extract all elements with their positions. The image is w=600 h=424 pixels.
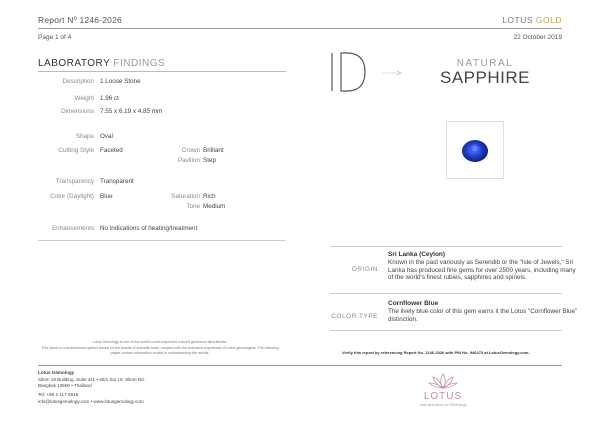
verify-line: Verify this report by referencing Report No. 1246-2026 with PIN No. 946473 at LotusGemology.com. [342,350,530,355]
section-title [38,58,165,69]
contact-links: info@lotusgemology.com • www.lotusgemology.com [38,399,144,404]
shape-value: Oval [100,133,113,140]
dimensions-label: Dimensions [61,108,94,115]
arrow-icon [382,70,402,76]
report-date: 22 October 2019 [513,34,562,41]
description-value: 1 Loose Stone [100,78,141,85]
origin-top-rule [330,246,562,247]
id-mark-icon [329,50,367,94]
species-title: SAPPHIRE [440,68,530,87]
crown-value: Brilliant [203,147,224,154]
saturation-label: Saturation [171,193,200,200]
footer-logo-text: LOTUS [423,391,463,402]
brand-logo-text [502,15,562,25]
lotus-flower-icon [428,372,458,390]
color-type-bottom-rule [330,330,562,331]
address-line-2: Bangkok 10500 • Thailand [38,383,92,388]
origin-text: Known in the past variously as Serendib or the "Isle of Jewels," Sri Lanka has produced fine gems for over 2500 years, including many of the world's finest rubies, sapphires and spinels. [388,259,576,282]
cutting-style-label: Cutting Style [58,147,94,154]
natural-label: NATURAL [456,58,514,69]
color-type-heading: Cornflower Blue [388,300,439,307]
phone: Tel: +66 2 117 3616 [38,392,79,397]
weight-value: 1.96 ct [100,95,119,102]
transparency-value: Transparent [100,178,134,185]
color-value: Blue [100,193,113,200]
footer-logo-tagline: new directions in GEMology [419,403,467,407]
sapphire-gem-icon [447,122,503,178]
tone-label: Tone [186,203,200,210]
enhancements-value: No indications of heating/treatment [100,225,198,232]
section-title-bold: LABORATORY [38,58,111,69]
transparency-label: Transparency [55,178,94,185]
description-label: Description [62,78,94,85]
dimensions-value: 7.55 x 6.19 x 4.85 mm [100,108,163,115]
findings-bottom-rule [38,240,286,241]
company-name: Lotus Gemology [38,370,75,375]
color-type-label: COLOR TYPE [331,313,378,320]
origin-label: ORIGIN [351,266,378,273]
tone-value: Medium [203,203,226,210]
color-type-text: The lively blue color of this gem earns it the Lotus "Cornflower Blue" distinction. [388,308,578,323]
page-indicator: Page 1 of 4 [38,34,72,41]
disclaimer-line-2: This report is a professional opinion based on the results of scientific tests, coupled with the extensive experience of Lotus gemologists. The following pages contain information crucial to understanding the results. [41,346,279,355]
report-number: Report Nº 1246-2026 [38,15,122,25]
pavilion-label: Pavilion [177,157,200,164]
enhancements-label: Enhancements [51,225,94,232]
shape-label: Shape [75,133,94,140]
origin-bottom-rule [330,293,562,294]
brand-main: LOTUS [502,15,534,25]
weight-label: Weight [74,95,94,102]
section-title-light: FINDINGS [113,58,166,69]
gem-photo [446,121,504,179]
pavilion-value: Step [203,157,216,164]
cutting-style-value: Faceted [100,147,123,154]
color-label: Color (Daylight) [50,193,94,200]
header-rule [38,28,562,29]
saturation-value: Rich [203,193,216,200]
origin-heading: Sri Lanka (Ceylon) [388,251,446,258]
section-rule [38,71,286,72]
footer-rule [38,365,562,366]
address-line-1: Silom 19 Building, Suite 411 • 45/1 Soi 19, Silom Rd. [38,377,145,382]
crown-label: Crown [181,147,200,154]
disclaimer-line-1: Lotus Gemology is one of the world's most respected colored gemstone laboratories. [92,340,228,344]
brand-accent: GOLD [535,15,562,25]
